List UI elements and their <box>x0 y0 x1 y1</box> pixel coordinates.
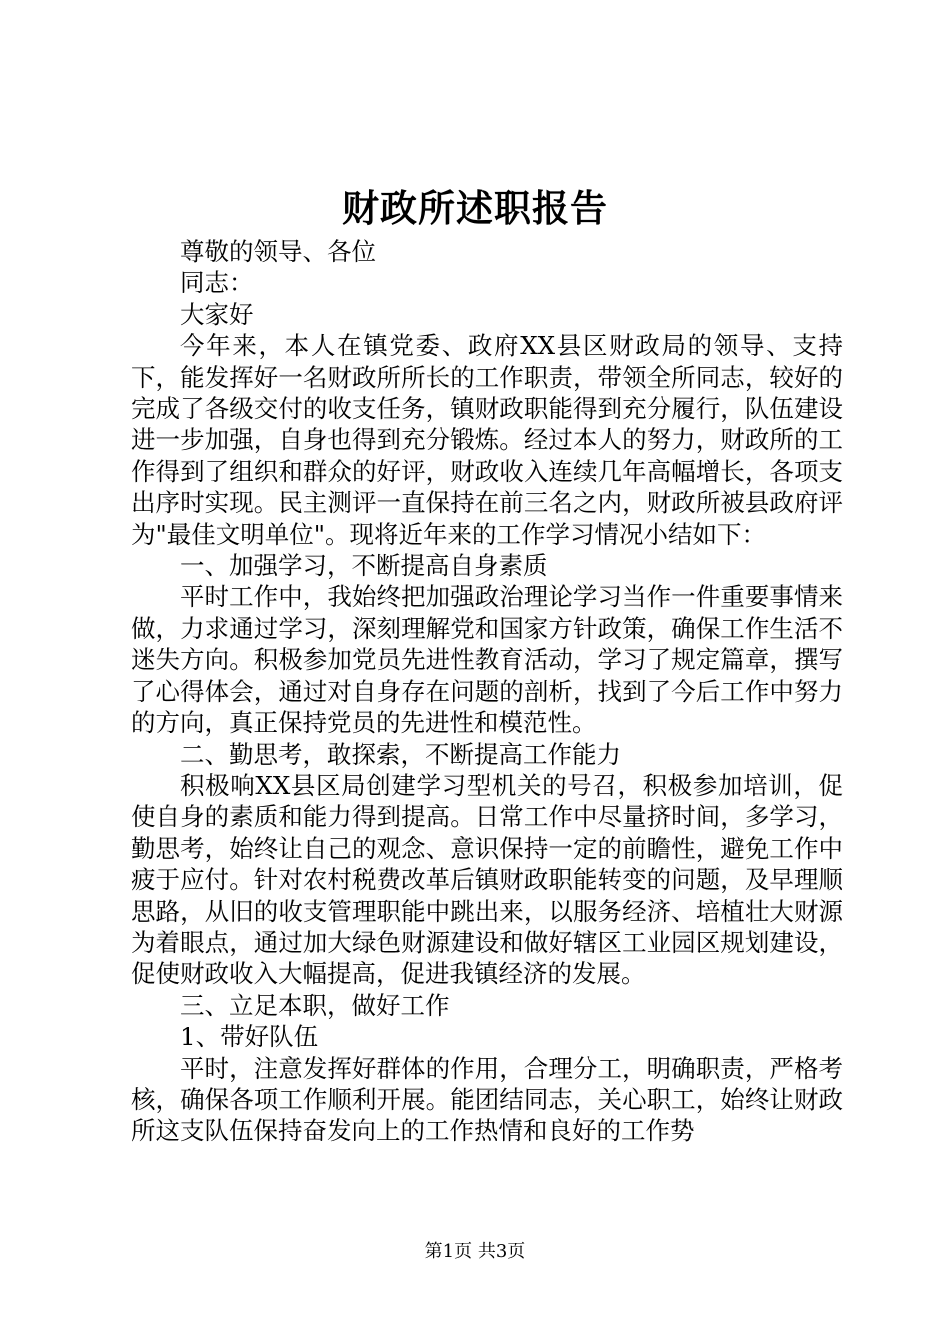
document-title: 财政所述职报告 <box>342 186 608 230</box>
section-heading-2: 二、勤思考，敢探索，不断提高工作能力 <box>180 739 621 769</box>
intro-paragraph: 今年来，本人在镇党委、政府XX县区财政局的领导、支持下，能发挥好一名财政所所长的工作职责，带领全所同志，较好的完成了各级交付的收支任务，镇财政职能得到充分履行，队伍建设进一步加强，自身也得到充分锻炼。经过本人的努力，财政所的工作得到了组织和群众的好评，财政收入连续几年高幅增长，各项支出序时实现。民主测评一直保持在前三名之内，财政所被县政府评为"最佳文明单位"。现将近年来的工作学习情况小结如下： <box>131 331 843 549</box>
salutation-line: 尊敬的领导、各位 <box>180 237 376 266</box>
greeting: 大家好 <box>180 299 254 329</box>
salutation-continuation: 同志： <box>180 268 254 298</box>
subsection-heading-1: 1、带好队伍 <box>180 1022 319 1052</box>
section-heading-3: 三、立足本职，做好工作 <box>180 990 450 1020</box>
section-2-paragraph: 积极响XX县区局创建学习型机关的号召，积极参加培训，促使自身的素质和能力得到提高。日常工作中尽量挤时间，多学习，勤思考，始终让自己的观念、意识保持一定的前瞻性，避免工作中疲于应付。针对农村税费改革后镇财政职能转变的问题，及早理顺思路，从旧的收支管理职能中跳出来，以服务经济、培植壮大财源为着眼点，通过加大绿色财源建设和做好辖区工业园区规划建设，促使财政收入大幅提高，促进我镇经济的发展。 <box>131 770 843 989</box>
section-1-paragraph: 平时工作中，我始终把加强政治理论学习当作一件重要事情来做，力求通过学习，深刻理解党和国家方针政策，确保工作生活不迷失方向。积极参加党员先进性教育活动，学习了规定篇章，撰写了心得体会，通过对自身存在问题的剖析，找到了今后工作中努力的方向，真正保持党员的先进性和模范性。 <box>131 582 843 738</box>
subsection-1-paragraph: 平时，注意发挥好群体的作用，合理分工，明确职责，严格考核，确保各项工作顺利开展。能团结同志，关心职工，始终让财政所这支队伍保持奋发向上的工作热情和良好的工作势 <box>131 1053 843 1146</box>
section-heading-1: 一、加强学习，不断提高自身素质 <box>180 551 548 581</box>
document-body <box>131 236 843 1147</box>
page-footer: 第1页 共3页 <box>424 1241 526 1262</box>
